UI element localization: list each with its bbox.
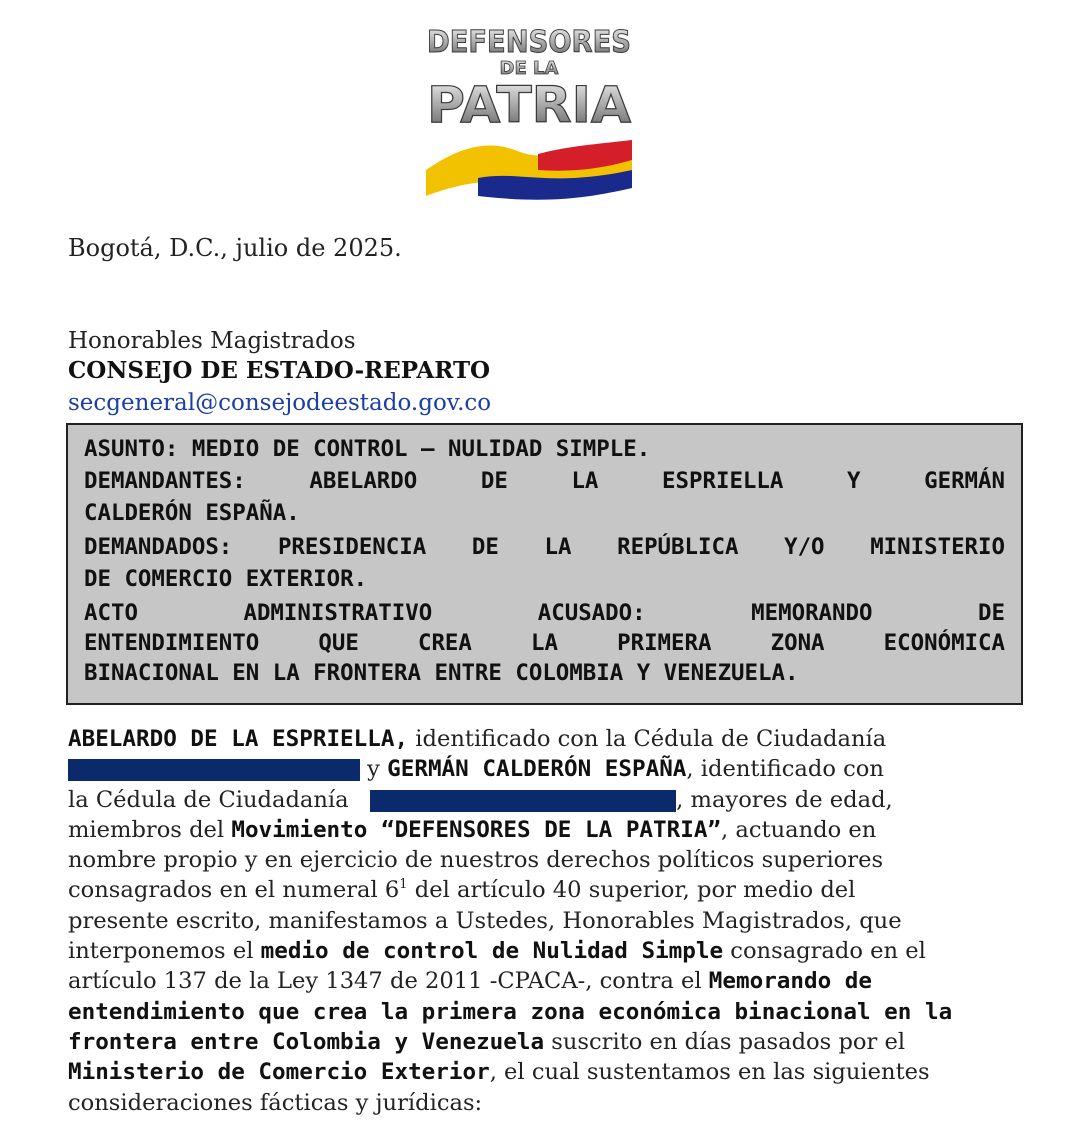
logo-line-defensores: DEFENSORES (427, 25, 631, 60)
body-text: consagrado en el (723, 938, 926, 965)
body-line: presente escrito, manifestamos a Ustedes, Honorables Magistrados, que (68, 907, 902, 934)
flag-wave-icon (426, 140, 632, 200)
body-line (68, 754, 1025, 784)
body-text: suscrito en días pasados por el (544, 1028, 906, 1055)
body-text: miembros del (68, 816, 232, 843)
body-text: , identificado con (686, 756, 884, 783)
body-text: consagrados en el numeral 6 (68, 877, 400, 904)
logo-line-patria: PATRIA (427, 76, 632, 134)
body-text: , el cual sustentamos en las siguientes (489, 1059, 930, 1086)
body-line (68, 1027, 1025, 1057)
body-line (68, 1057, 1025, 1087)
subject-acto-line1: ACTO ADMINISTRATIVO ACUSADO: MEMORANDO DE (84, 600, 1005, 626)
body-line: consideraciones fácticas y jurídicas: (68, 1089, 483, 1116)
plaintiff-2-name: GERMÁN CALDERÓN ESPAÑA (387, 756, 687, 783)
salutation: Honorables Magistrados (68, 328, 356, 354)
body-text: identificado con la Cédula de Ciudadanía (408, 726, 887, 752)
memorando-title-part2: entendimiento que crea la primera zona económica binacional en la (68, 998, 953, 1025)
body-text: la Cédula de Ciudadanía (68, 786, 349, 813)
redaction-bar (370, 790, 676, 812)
subject-acto-line2: ENTENDIMIENTO QUE CREA LA PRIMERA ZONA ECONÓMICA (84, 630, 1005, 656)
body-line (68, 815, 1025, 845)
redaction-bar (68, 759, 360, 781)
subject-acto-line3: BINACIONAL EN LA FRONTERA ENTRE COLOMBIA Y VENEZUELA. (84, 660, 799, 686)
plaintiff-1-name: ABELARDO DE LA ESPRIELLA, (68, 726, 409, 752)
dateline: Bogotá, D.C., julio de 2025. (68, 234, 402, 262)
body-text: y (360, 756, 388, 783)
subject-demandantes-line2: CALDERÓN ESPAÑA. (84, 500, 300, 526)
footnote-ref[interactable]: 1 (399, 877, 408, 893)
body-text: , actuando en (721, 816, 877, 843)
memorando-title-part3: frontera entre Colombia y Venezuela (68, 1028, 545, 1055)
body-text: , mayores de edad, (676, 786, 893, 813)
subject-demandados-line1: DEMANDADOS: PRESIDENCIA DE LA REPÚBLICA Y/O MINISTERIO (84, 534, 1005, 560)
subject-asunto: ASUNTO: MEDIO DE CONTROL – NULIDAD SIMPLE. (84, 436, 651, 462)
subject-box (66, 423, 1023, 705)
body-line (68, 785, 1025, 815)
ministerio-name: Ministerio de Comercio Exterior (68, 1059, 490, 1086)
movement-name: Movimiento “DEFENSORES DE LA PATRIA” (231, 816, 722, 843)
body-line (68, 724, 1025, 754)
body-line (68, 936, 1025, 966)
defensores-logo-graphic (418, 20, 640, 202)
logo-line-de-la: DE LA (499, 58, 559, 79)
body-paragraph (68, 724, 1025, 1118)
subject-demandantes-line1: DEMANDANTES: ABELARDO DE LA ESPRIELLA Y GERMÁN (84, 468, 1005, 494)
body-line (68, 875, 1025, 905)
court-email-link[interactable]: secgeneral@consejodeestado.gov.co (68, 390, 492, 416)
body-text: artículo 137 de la Ley 1347 de 2011 -CPACA-, contra el (68, 968, 709, 995)
defensores-logo (418, 20, 640, 202)
body-line (68, 966, 1025, 996)
memorando-title-part1: Memorando de (708, 968, 873, 995)
subject-demandados-line2: DE COMERCIO EXTERIOR. (84, 566, 368, 592)
body-text: interponemos el (68, 938, 261, 965)
body-line: nombre propio y en ejercicio de nuestros derechos políticos superiores (68, 847, 884, 874)
medio-de-control: medio de control de Nulidad Simple (260, 938, 724, 965)
body-text: del artículo 40 superior, por medio del (407, 877, 856, 904)
court-name: CONSEJO DE ESTADO-REPARTO (68, 357, 491, 384)
